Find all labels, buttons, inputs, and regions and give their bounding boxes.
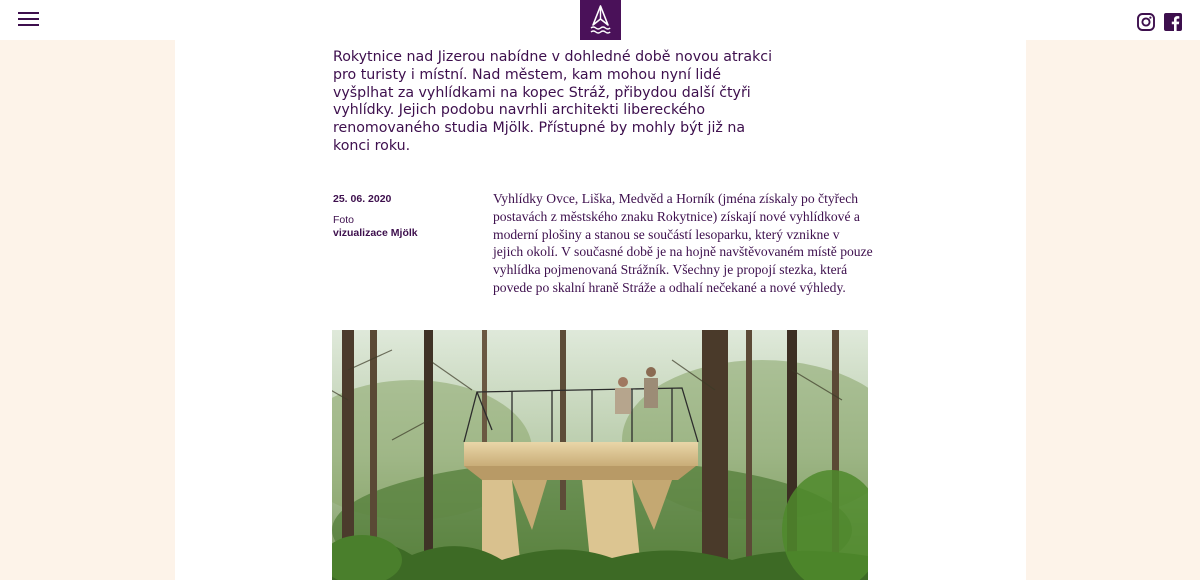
menu-line — [18, 12, 39, 14]
article-body: Vyhlídky Ovce, Liška, Medvěd a Horník (jména získaly po čtyřech postavách z městského znaku Rokytnice) získají nové vyhlídkové a moderní plošiny a stanou se součástí lesoparku, který vznikne v jejich okolí. V současné době je na hojně navštěvovaném místě pouze vyhlídka pojmenovaná Strážník. Všechny je propojí stezka, která povede po skalní hraně Stráže a odhalí nečekané a nové výhledy. — [493, 191, 873, 295]
instagram-icon[interactable] — [1137, 13, 1155, 31]
photo-credit: vizualizace Mjölk — [333, 227, 418, 239]
hamburger-menu-icon[interactable] — [18, 11, 39, 27]
menu-line — [18, 24, 39, 26]
article-lead: Rokytnice nad Jizerou nabídne v dohledné době novou atrakci pro turisty i místní. Nad městem, kam mohou nyní lidé vyšplhat za vyhlídkami na kopec Stráž, přibydou další čtyři vyhlídky. Jejich podobu navrhli architekti libereckého renomovaného studia Mjölk. Přístupné by mohly být již na konci roku. — [333, 49, 773, 154]
facebook-icon[interactable] — [1164, 13, 1182, 31]
article-content — [175, 40, 1026, 580]
top-bar — [0, 0, 1200, 40]
lookout-visualization-image — [332, 330, 868, 580]
article-date: 25. 06. 2020 — [333, 193, 392, 205]
menu-line — [18, 18, 39, 20]
lookout-tower-logo-icon[interactable] — [580, 0, 621, 41]
photo-label: Foto — [333, 214, 355, 226]
